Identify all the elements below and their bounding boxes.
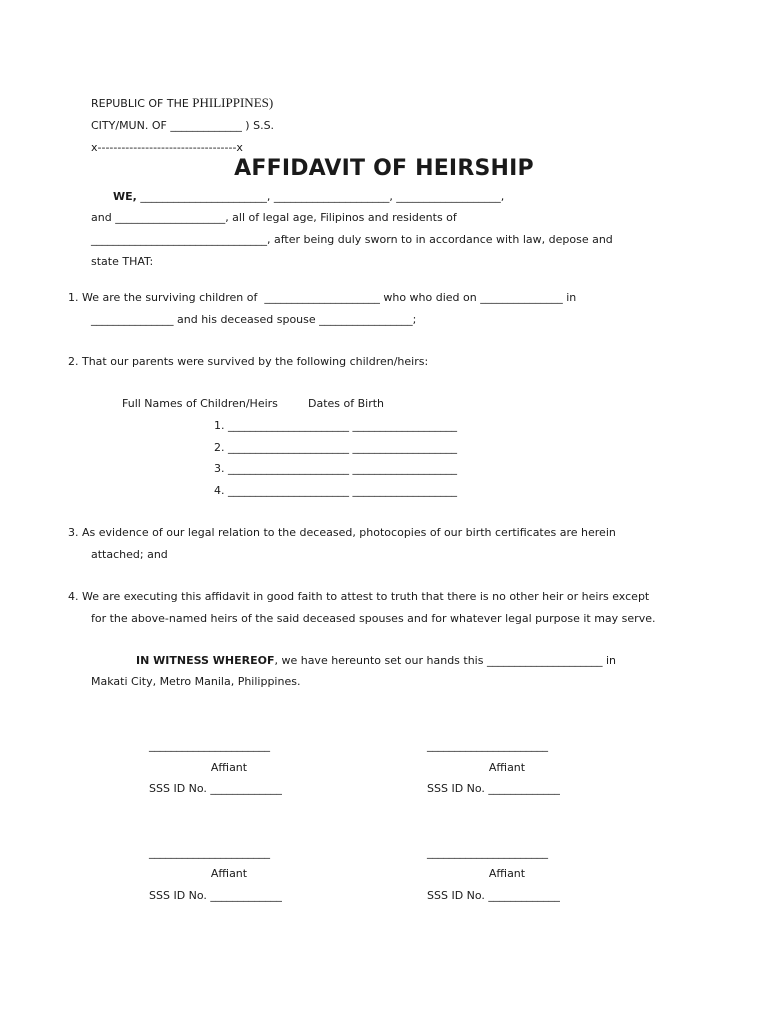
we-label: WE, xyxy=(113,190,137,203)
witness-line-1 xyxy=(136,654,616,668)
signature-line: ______________________ xyxy=(427,846,548,859)
item-1-line-2: _______________ and his deceased spouse _________________; xyxy=(91,313,417,326)
item-3-line-2: attached; and xyxy=(91,548,168,561)
signature-role: Affiant xyxy=(488,867,526,880)
republic-country: PHILIPPINES) xyxy=(192,95,274,110)
header-separator: x-----------------------------------x xyxy=(91,141,243,154)
intro-line-2: and ____________________, all of legal age, Filipinos and residents of xyxy=(91,211,457,224)
heirs-col-dates: Dates of Birth xyxy=(308,397,385,410)
signature-sss: SSS ID No. _____________ xyxy=(427,782,560,795)
witness-line-2: Makati City, Metro Manila, Philippines. xyxy=(91,675,301,688)
signature-sss: SSS ID No. _____________ xyxy=(149,782,282,795)
intro-line-3: ________________________________, after being duly sworn to in accordance with law, depose and xyxy=(91,233,613,246)
item-3-line-1: 3. As evidence of our legal relation to the deceased, photocopies of our birth certificates are herein xyxy=(68,526,616,539)
signature-role: Affiant xyxy=(210,761,248,774)
item-4-line-2: for the above-named heirs of the said deceased spouses and for whatever legal purpose it may serve. xyxy=(91,612,656,625)
signature-line: ______________________ xyxy=(427,739,548,752)
heirs-row: 1. ______________________ ___________________ xyxy=(214,419,457,432)
signature-sss: SSS ID No. _____________ xyxy=(149,889,282,902)
heirs-row: 4. ______________________ ___________________ xyxy=(214,484,457,497)
heirs-col-names: Full Names of Children/Heirs xyxy=(122,397,278,410)
signature-sss: SSS ID No. _____________ xyxy=(427,889,560,902)
heirs-row: 3. ______________________ ___________________ xyxy=(214,462,457,475)
intro-line-4: state THAT: xyxy=(91,255,154,268)
signature-line: ______________________ xyxy=(149,739,270,752)
witness-rest: , we have hereunto set our hands this _____________________ in xyxy=(274,654,616,667)
item-1-line-1: 1. We are the surviving children of _____________________ who who died on _______________ in xyxy=(68,291,577,304)
signature-role: Affiant xyxy=(488,761,526,774)
item-2-line-1: 2. That our parents were survived by the following children/heirs: xyxy=(68,355,429,368)
heirs-row: 2. ______________________ ___________________ xyxy=(214,441,457,454)
city-line: CITY/MUN. OF _____________ ) S.S. xyxy=(91,119,275,132)
intro-line-1-rest: _______________________, _____________________, ___________________, xyxy=(136,190,505,203)
signature-role: Affiant xyxy=(210,867,248,880)
witness-label: IN WITNESS WHEREOF xyxy=(136,654,275,667)
intro-line-1 xyxy=(113,190,504,204)
document-title: AFFIDAVIT OF HEIRSHIP xyxy=(234,156,534,181)
republic-line xyxy=(91,95,273,111)
republic-prefix: REPUBLIC OF THE xyxy=(91,97,193,110)
item-4-line-1: 4. We are executing this affidavit in good faith to attest to truth that there is no other heir or heirs except xyxy=(68,590,650,603)
signature-line: ______________________ xyxy=(149,846,270,859)
